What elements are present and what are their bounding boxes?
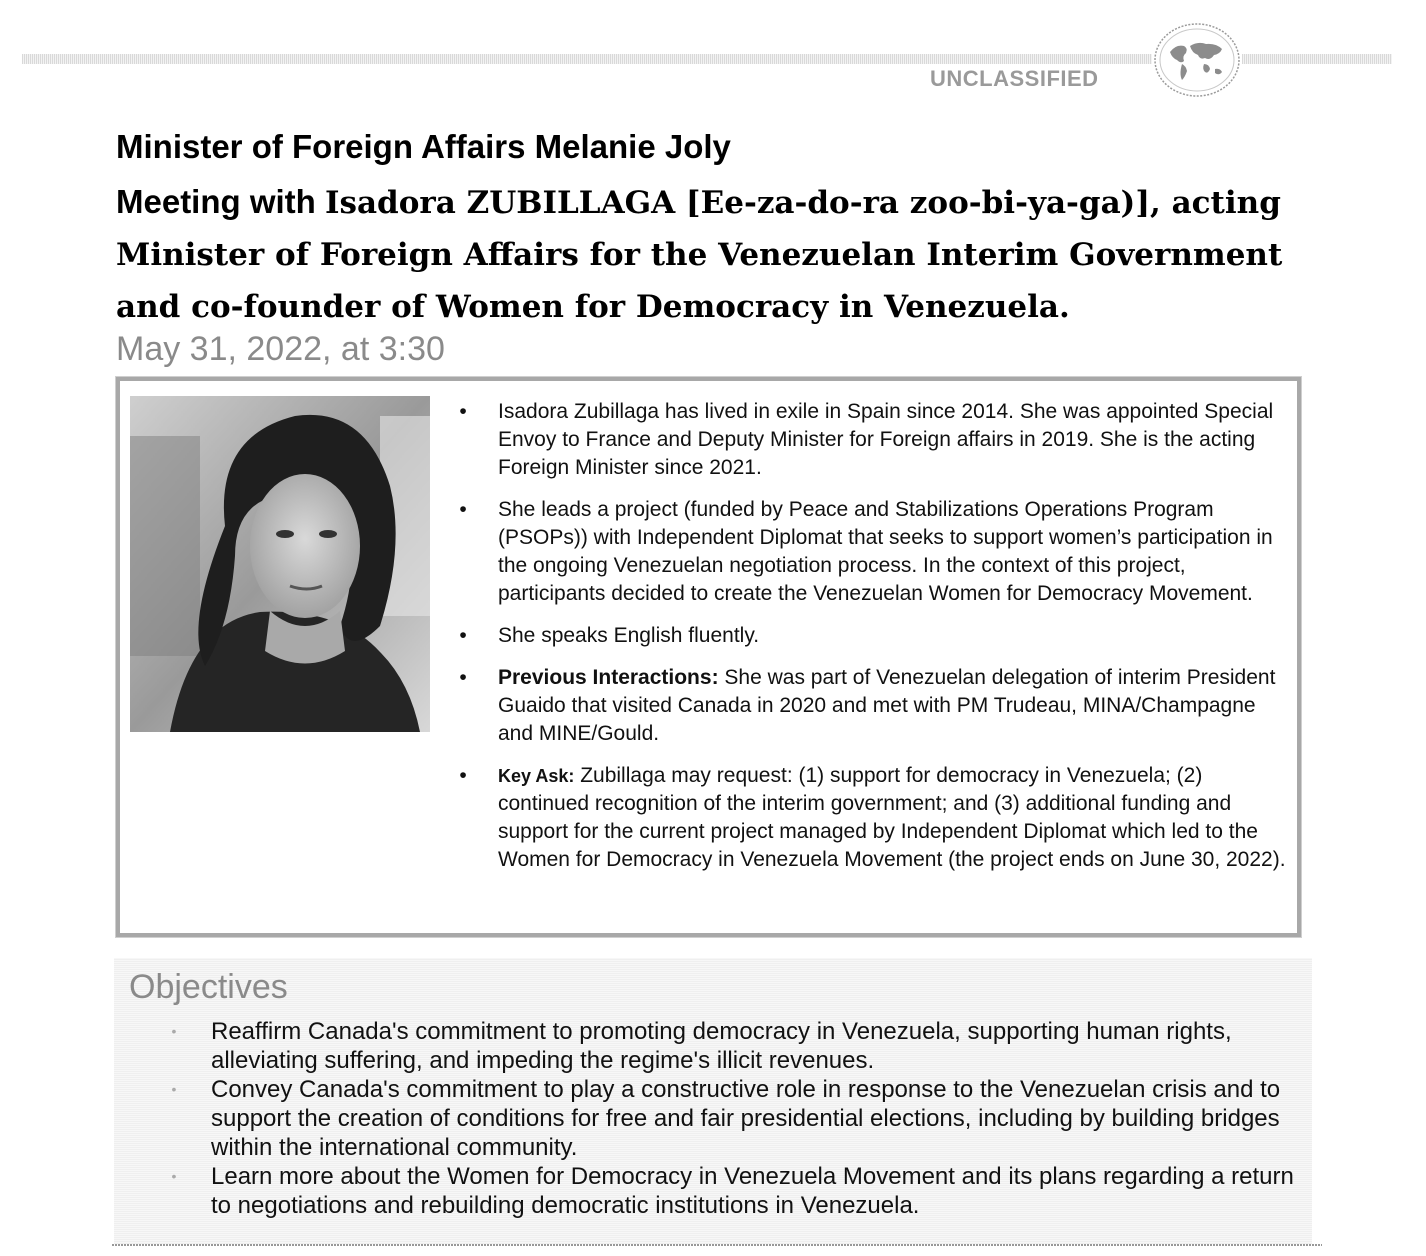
list-item [456,664,1286,748]
meeting-subtitle-line1 [116,176,1336,229]
list-item [456,762,1286,874]
objectives-heading: Objectives [129,968,288,1006]
bullet-label: Previous Interactions: [498,666,719,689]
summary-bullets [456,398,1286,888]
meeting-subtitle-line3: and co-founder of Women for Democracy in Venezuela. [116,289,1070,325]
bullet-icon: • [459,400,467,423]
bullet-icon: • [459,624,467,647]
classification-label: UNCLASSIFIED [928,66,1128,94]
bullet-text: Zubillaga may request: (1) support for democracy in Venezuela; (2) continued recognition of the interim government; and (3) additional funding and support for the current project managed by Independent Diplomat which led to the Women for Democracy in Venezuela Movement (the project ends on June 30, 2022). [498,764,1286,871]
meeting-subtitle-line2: Minister of Foreign Affairs for the Venezuelan Interim Government [116,237,1283,273]
bullet-icon: • [459,764,467,787]
list-item [166,1162,1301,1220]
objective-text: Reaffirm Canada's commitment to promoting democracy in Venezuela, supporting human rights, alleviating suffering, and impeding the regime's illicit revenues. [211,1018,1232,1074]
objectives-list [166,1017,1301,1220]
objective-text: Convey Canada's commitment to play a constructive role in response to the Venezuelan crisis and to support the creation of conditions for free and fair presidential elections, including by building bridges within the international community. [211,1076,1281,1161]
list-item [456,496,1286,608]
bullet-text: She leads a project (funded by Peace and Stabilizations Operations Program (PSOPs)) with Independent Diplomat that seeks to support women’s participation in the ongoing Venezuelan negotiation process. In the context of this project, participants decided to create the Venezuelan Women for Democracy Movement. [498,498,1273,605]
bullet-text: Isadora Zubillaga has lived in exile in Spain since 2014. She was appointed Special Envoy to France and Deputy Minister for Foreign affairs in 2019. She is the acting Foreign Minister since 2021. [498,400,1274,479]
objective-text: Learn more about the Women for Democracy in Venezuela Movement and its plans regarding a return to negotiations and rebuilding democratic institutions in Venezuela. [211,1163,1294,1219]
bullet-icon: • [171,1081,177,1097]
footer-rule [112,1244,1322,1246]
bullet-text: She was part of Venezuelan delegation of interim President Guaido that visited Canada in 2020 and met with PM Trudeau, MINA/Champagne and MINE/Gould. [498,666,1276,745]
bullet-icon: • [459,666,467,689]
list-item [166,1075,1301,1162]
meeting-subtitle [116,176,1336,333]
meeting-guest-name: Isadora ZUBILLAGA [Ee-za-do-ra zoo-bi-ya-ga)], acting [325,185,1281,221]
list-item [456,398,1286,482]
bullet-icon: • [171,1168,177,1184]
meeting-prefix: Meeting with [116,183,325,220]
bullet-icon: • [459,498,467,521]
list-item [456,622,1286,650]
bullet-icon: • [171,1023,177,1039]
page-title: Minister of Foreign Affairs Melanie Joly [116,128,731,165]
world-map-seal-icon [1152,22,1242,98]
bullet-label: Key Ask: [498,766,575,786]
portrait-photo [130,396,430,732]
list-item [166,1017,1301,1075]
meeting-date: May 31, 2022, at 3:30 [116,330,445,368]
bullet-text: She speaks English fluently. [498,624,760,647]
